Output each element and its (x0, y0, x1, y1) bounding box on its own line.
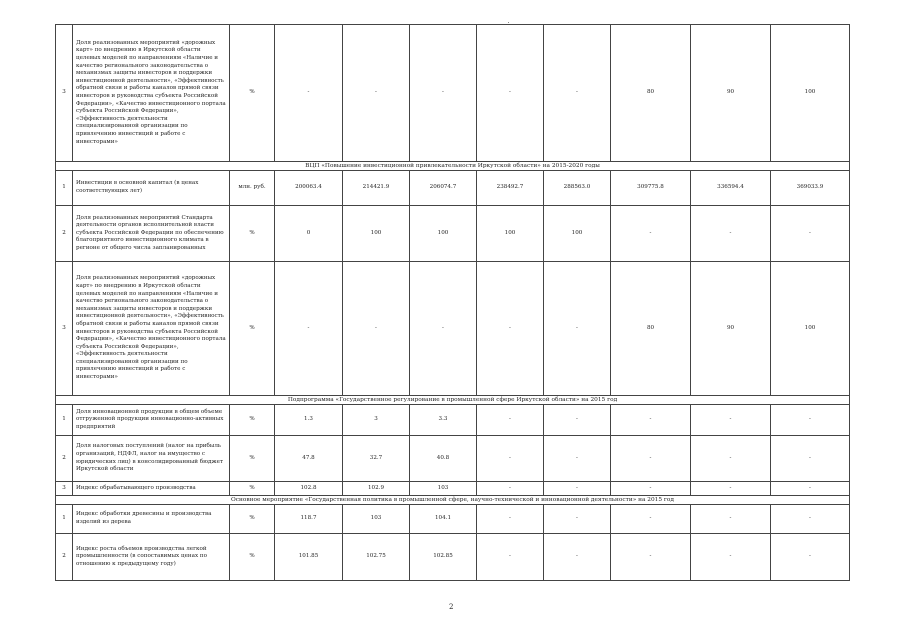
value-cell: 80 (611, 25, 691, 162)
section-header-row (56, 396, 850, 405)
row-number-cell: 3 (56, 262, 73, 396)
value-cell: 40.8 (410, 436, 477, 482)
value-cell: 0 (275, 206, 343, 262)
value-cell: 103 (343, 505, 410, 534)
unit-cell: % (230, 482, 275, 496)
value-cell: 103 (410, 482, 477, 496)
value-cell: 100 (410, 206, 477, 262)
indicator-name-cell: Доля реализованных мероприятий «дорожных карт» по внедрению в Иркутской области целевых моделей по направлениям «Наличие и качество регионального законодательства о механизмах защиты инвесторов и поддержки инвестиционной деятельности», «Эффективность обратной связи и работы каналов прямой связи инвесторов и руководства субъекта Российской Федерации», «Качество инвестиционного портала субъекта Российской Федерации», «Эффективность деятельности специализированной организации по привлечению инвестиций и работе с инвесторами» (73, 262, 230, 396)
value-cell: - (691, 482, 771, 496)
value-cell: - (410, 25, 477, 162)
section-title: Основное мероприятие «Государственная политика в промышленной сфере, научно-технической и инновационной деятельности» на 2015 год (56, 496, 850, 505)
table-row (56, 171, 850, 206)
value-cell: - (343, 262, 410, 396)
unit-cell: млн. руб. (230, 171, 275, 206)
table-row (56, 436, 850, 482)
value-cell: - (544, 482, 611, 496)
indicator-name-cell: Индекс обработки древесины и производства изделий из дерева (73, 505, 230, 534)
value-cell: - (544, 534, 611, 581)
value-cell: - (477, 534, 544, 581)
value-cell: - (771, 482, 850, 496)
value-cell: 214421.9 (343, 171, 410, 206)
value-cell: 336594.4 (691, 171, 771, 206)
value-cell: - (343, 25, 410, 162)
value-cell: 102.9 (343, 482, 410, 496)
unit-cell: % (230, 436, 275, 482)
value-cell: - (691, 534, 771, 581)
value-cell: - (691, 436, 771, 482)
indicators-table (55, 24, 850, 581)
value-cell: 100 (343, 206, 410, 262)
row-number-cell: 1 (56, 171, 73, 206)
value-cell: 118.7 (275, 505, 343, 534)
row-number-cell: 3 (56, 25, 73, 162)
indicator-name-cell: Индекс обрабатывающего производства (73, 482, 230, 496)
value-cell: - (611, 206, 691, 262)
value-cell: 101.85 (275, 534, 343, 581)
indicator-name-cell: Доля налоговых поступлений (налог на прибыль организаций, НДФЛ, налог на имущество с юридических лиц) в консолидированный бюджет Иркутской области (73, 436, 230, 482)
unit-cell: % (230, 505, 275, 534)
page-number: 2 (449, 603, 454, 611)
table-row (56, 505, 850, 534)
value-cell: - (611, 505, 691, 534)
value-cell: - (771, 436, 850, 482)
row-number-cell: 2 (56, 206, 73, 262)
unit-cell: % (230, 534, 275, 581)
value-cell: 47.8 (275, 436, 343, 482)
value-cell: - (611, 436, 691, 482)
indicator-name-cell: Инвестиции в основной капитал (в ценах соответствующих лет) (73, 171, 230, 206)
value-cell: 102.8 (275, 482, 343, 496)
value-cell: - (275, 262, 343, 396)
value-cell: 102.75 (343, 534, 410, 581)
value-cell: 206074.7 (410, 171, 477, 206)
value-cell: 100 (771, 262, 850, 396)
value-cell: - (691, 505, 771, 534)
indicator-name-cell: Доля реализованных мероприятий «дорожных карт» по внедрению в Иркутской области целевых моделей по направлениям «Наличие и качество регионального законодательства о механизмах защиты инвесторов и поддержки инвестиционной деятельности», «Эффективность обратной связи и работы каналов прямой связи инвесторов и руководства субъекта Российской Федерации», «Качество инвестиционного портала субъекта Российской Федерации», «Эффективность деятельности специализированной организации по привлечению инвестиций и работе с инвесторами» (73, 25, 230, 162)
value-cell: 100 (477, 206, 544, 262)
indicator-name-cell: Доля инновационной продукции в общем объеме отгруженной продукции инновационно-активных предприятий (73, 405, 230, 436)
scan-speck (508, 22, 509, 23)
row-number-cell: 1 (56, 405, 73, 436)
value-cell: 238492.7 (477, 171, 544, 206)
value-cell: 80 (611, 262, 691, 396)
section-header-row (56, 496, 850, 505)
value-cell: - (771, 505, 850, 534)
value-cell: - (477, 405, 544, 436)
value-cell: 90 (691, 262, 771, 396)
value-cell: - (691, 206, 771, 262)
value-cell: 3 (343, 405, 410, 436)
value-cell: - (410, 262, 477, 396)
value-cell: - (611, 534, 691, 581)
row-number-cell: 3 (56, 482, 73, 496)
value-cell: - (477, 505, 544, 534)
section-title: ВЦП «Повышение инвестиционной привлекательности Иркутской области» на 2015-2020 годы (56, 162, 850, 171)
value-cell: 1.3 (275, 405, 343, 436)
table-row (56, 262, 850, 396)
section-header-row (56, 162, 850, 171)
table-row (56, 25, 850, 162)
value-cell: 369033.9 (771, 171, 850, 206)
table-row (56, 405, 850, 436)
value-cell: 100 (771, 25, 850, 162)
value-cell: - (477, 482, 544, 496)
table-row (56, 482, 850, 496)
value-cell: - (477, 262, 544, 396)
value-cell: 200063.4 (275, 171, 343, 206)
unit-cell: % (230, 206, 275, 262)
value-cell: 100 (544, 206, 611, 262)
value-cell: - (611, 405, 691, 436)
table-row (56, 206, 850, 262)
section-title: Подпрограмма «Государственное регулирование в промышленной сфере Иркутской области» на 2015 год (56, 396, 850, 405)
indicator-name-cell: Индекс роста объемов производства легкой промышленности (в сопоставимых ценах по отношению к предыдущему году) (73, 534, 230, 581)
value-cell: - (544, 405, 611, 436)
value-cell: 90 (691, 25, 771, 162)
value-cell: - (771, 206, 850, 262)
unit-cell: % (230, 262, 275, 396)
value-cell: - (544, 262, 611, 396)
value-cell: - (477, 436, 544, 482)
value-cell: - (771, 405, 850, 436)
unit-cell: % (230, 405, 275, 436)
value-cell: - (611, 482, 691, 496)
value-cell: 288563.0 (544, 171, 611, 206)
indicator-name-cell: Доля реализованных мероприятий Стандарта деятельности органов исполнительной власти субъекта Российской Федерации по обеспечению благоприятного инвестиционного климата в регионе от общего числа запланированных (73, 206, 230, 262)
value-cell: - (275, 25, 343, 162)
row-number-cell: 2 (56, 436, 73, 482)
value-cell: - (544, 25, 611, 162)
unit-cell: % (230, 25, 275, 162)
row-number-cell: 2 (56, 534, 73, 581)
value-cell: 104.1 (410, 505, 477, 534)
row-number-cell: 1 (56, 505, 73, 534)
value-cell: - (544, 436, 611, 482)
value-cell: - (771, 534, 850, 581)
value-cell: - (691, 405, 771, 436)
value-cell: - (477, 25, 544, 162)
table-row (56, 534, 850, 581)
value-cell: 32.7 (343, 436, 410, 482)
value-cell: - (544, 505, 611, 534)
value-cell: 309775.8 (611, 171, 691, 206)
value-cell: 102.85 (410, 534, 477, 581)
value-cell: 3.3 (410, 405, 477, 436)
